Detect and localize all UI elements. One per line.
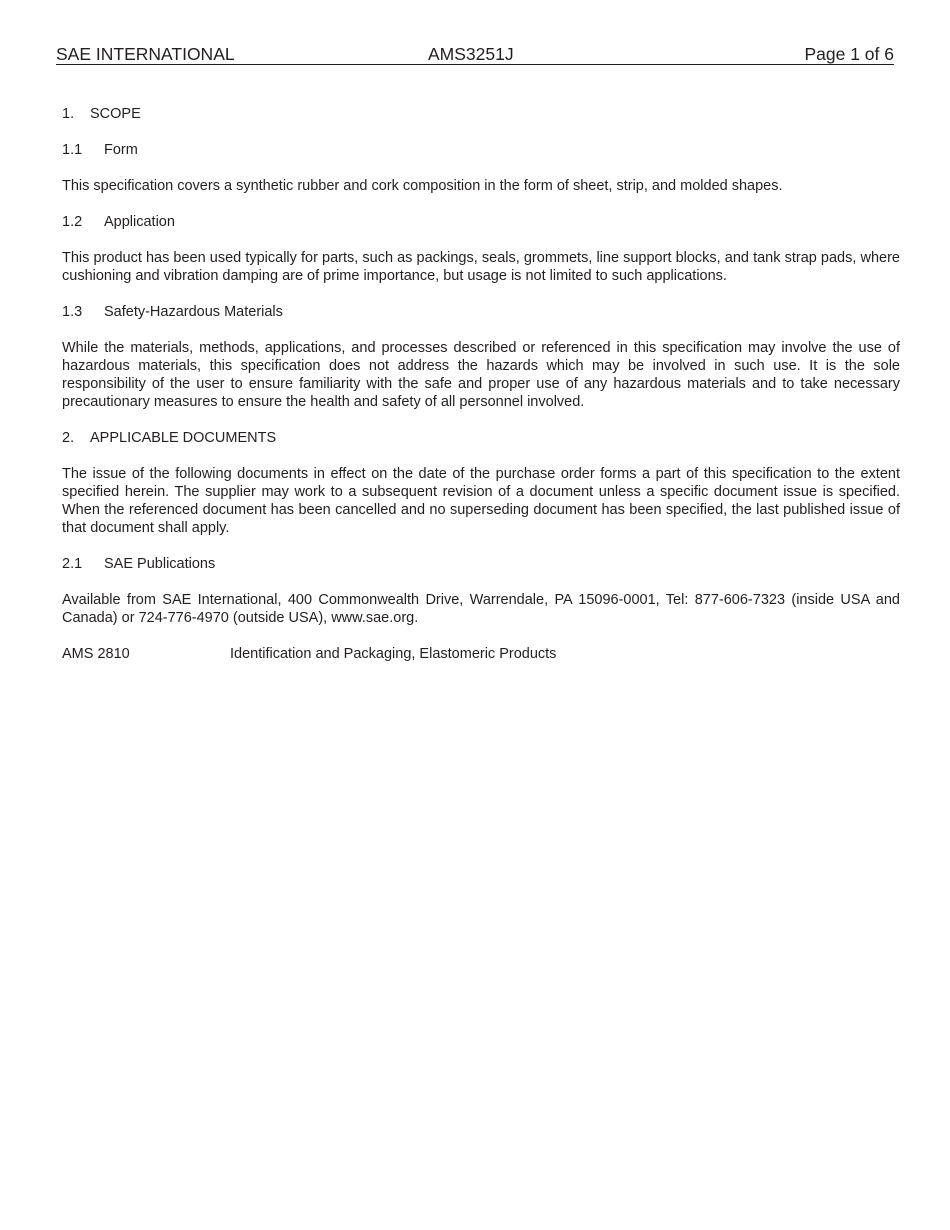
section-number: 1.1 <box>62 142 83 158</box>
section-number: 1.3 <box>62 304 83 320</box>
section-number: 1. <box>62 106 75 122</box>
paragraph-sae-publications: Available from SAE International, 400 Commonwealth Drive, Warrendale, PA 15096-0001, Tel: 877-606-7323 (inside USA and Canada) or 724-776-4970 (outside USA), www.sae.org. <box>62 592 900 626</box>
paragraph-form: This specification covers a synthetic rubber and cork composition in the form of sheet, strip, and molded shapes. <box>62 178 783 194</box>
page-number: Page 1 of 6 <box>804 44 894 64</box>
section-title: Safety-Hazardous Materials <box>104 304 283 320</box>
section-title: Form <box>104 142 138 158</box>
section-number: 1.2 <box>62 214 83 230</box>
document-number: AMS3251J <box>428 44 514 64</box>
paragraph-safety: While the materials, methods, applications, and processes described or referenced in this specification may involve the use of hazardous materials, this specification does not address the hazards which may be involved in such use. It is the sole responsibility of the user to ensure familiarity with the safe and proper use of any hazardous materials and to take necessary precautionary measures to ensure the health and safety of all personnel involved. <box>62 340 900 410</box>
paragraph-application: This product has been used typically for parts, such as packings, seals, grommets, line support blocks, and tank strap pads, where cushioning and vibration damping are of prime importance, but usage is not limited to such applications. <box>62 250 900 284</box>
section-number: 2.1 <box>62 556 83 572</box>
section-heading-safety <box>62 303 900 321</box>
section-heading-sae-publications <box>62 555 900 573</box>
section-number: 2. <box>62 430 75 446</box>
section-heading-application <box>62 213 900 231</box>
page-header <box>56 44 894 65</box>
reference-code: AMS 2810 <box>62 646 130 662</box>
publisher-name: SAE INTERNATIONAL <box>56 44 235 64</box>
section-title: SAE Publications <box>104 556 216 572</box>
document-body <box>62 105 900 663</box>
reference-row <box>62 645 900 663</box>
section-title: Application <box>104 214 175 230</box>
paragraph-applicable-documents: The issue of the following documents in effect on the date of the purchase order forms a part of this specification to the extent specified herein. The supplier may work to a subsequent revision of a document unless a specific document issue is specified. When the referenced document has been cancelled and no superseding document has been specified, the last published issue of that document shall apply. <box>62 466 900 536</box>
section-title: APPLICABLE DOCUMENTS <box>90 430 277 446</box>
section-heading-form <box>62 141 900 159</box>
reference-title: Identification and Packaging, Elastomeric Products <box>230 646 557 662</box>
section-heading-applicable-documents <box>62 429 900 447</box>
section-heading-scope <box>62 105 900 123</box>
section-title: SCOPE <box>90 106 141 122</box>
